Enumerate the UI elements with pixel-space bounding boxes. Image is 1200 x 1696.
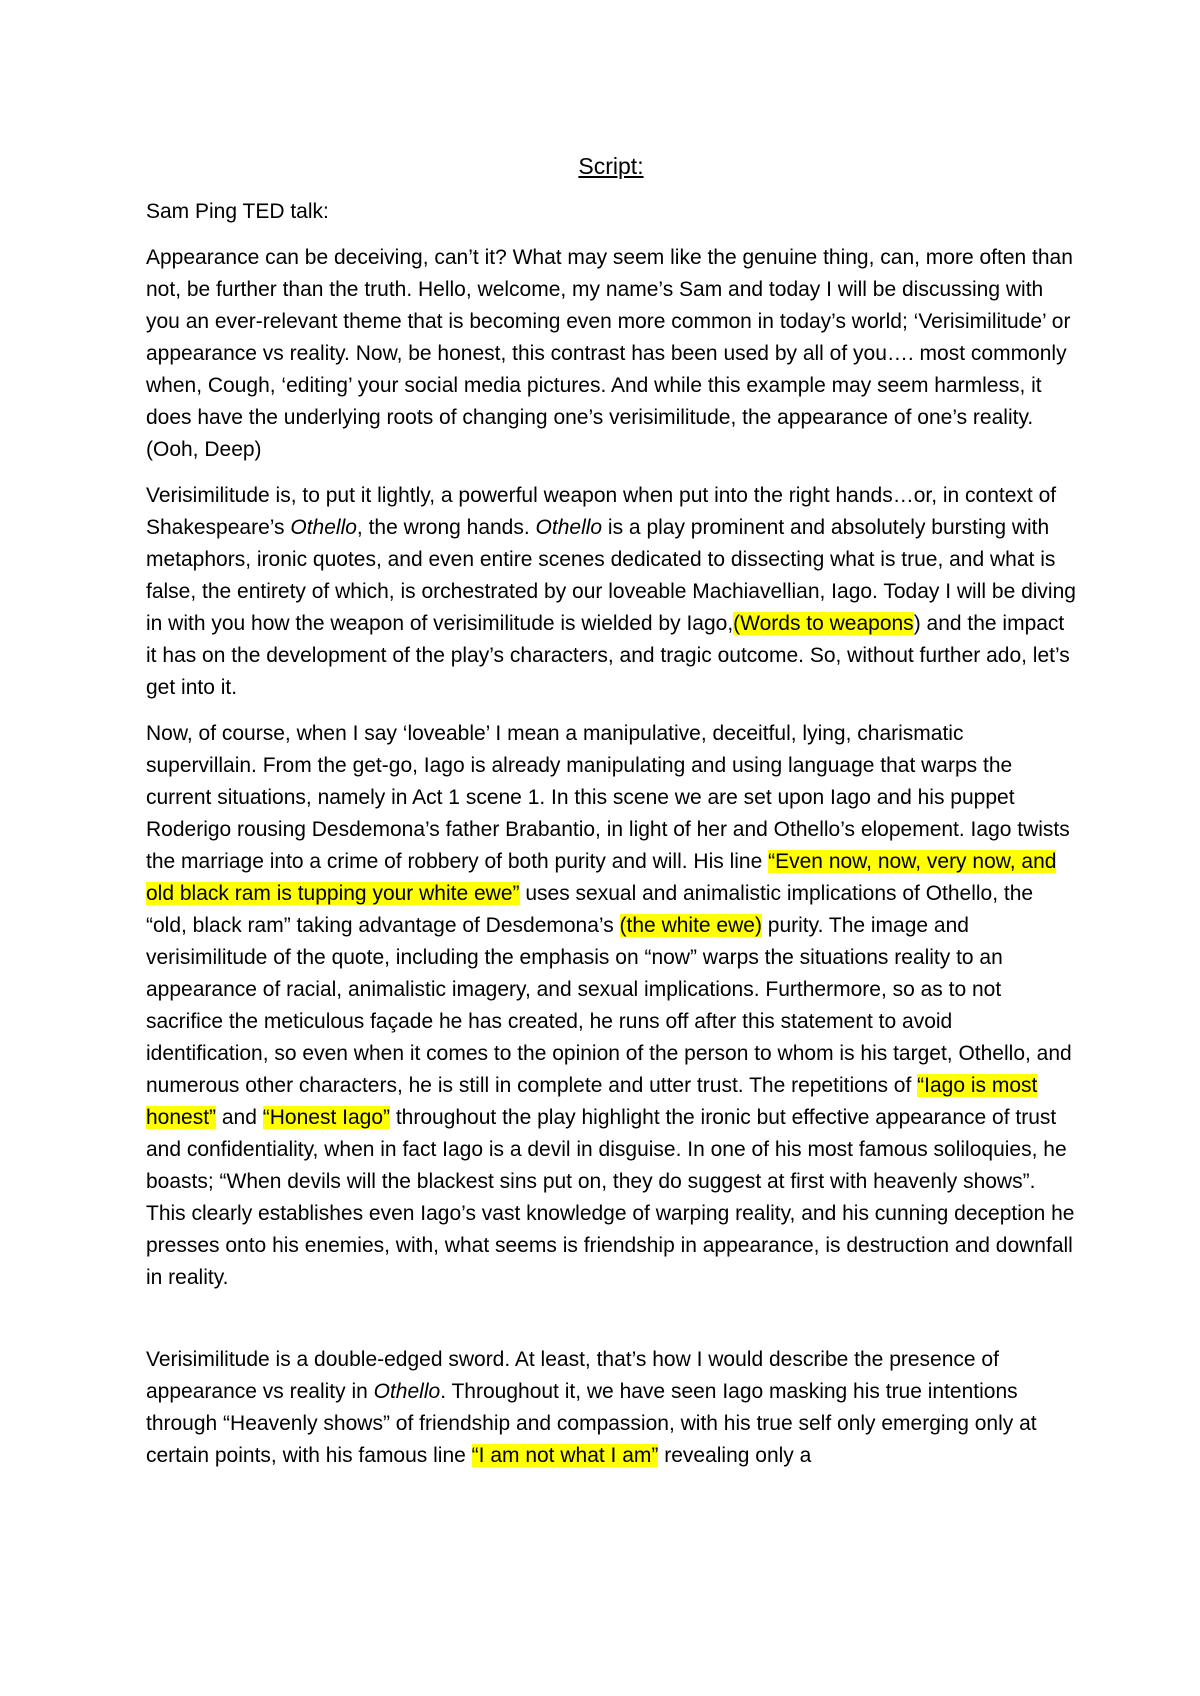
text-run: revealing only a <box>658 1444 812 1467</box>
page-title: Script: <box>578 153 644 179</box>
highlighted-phrase: (the white ewe) <box>619 914 762 937</box>
document-body <box>146 150 1076 1486</box>
italic-play-title: Othello <box>535 516 603 539</box>
text-run: purity. The image and verisimilitude of the quote, including the emphasis on “now” warps the situations reality to an appearance of racial, animalistic imagery, and sexual implications. Furthermore, so as to not sacrifice the meticulous façade he has created, he runs off after this statement to avoid identification, so even when it comes to the opinion of the person to whom is his target, Othello, and numerous other characters, he is still in complete and utter trust. The repetitions of <box>146 914 1072 1097</box>
text-run: throughout the play highlight the ironic but effective appearance of trust and confidentiality, when in fact Iago is a devil in disguise. In one of his most famous soliloquies, he boasts; “When devils will the blackest sins put on, they do suggest at first with heavenly shows”. This clearly establishes even Iago’s vast knowledge of warping reality, and his cunning deception he presses onto his enemies, with, what seems is friendship in appearance, is destruction and downfall in reality. <box>146 1106 1075 1289</box>
highlighted-quote: “Even now, now, very now, and old black ram is tupping your white ewe” <box>146 850 1057 905</box>
paragraph-othello-context <box>146 480 1076 704</box>
highlighted-quote: “I am not what I am” <box>471 1444 659 1467</box>
italic-play-title: Othello <box>373 1380 441 1403</box>
talk-heading: Sam Ping TED talk: <box>146 200 329 223</box>
text-run: , the wrong hands. <box>356 516 536 539</box>
text-run: Verisimilitude is, to put it lightly, a powerful weapon when put into the right hands…or, in context of Shakespeare’s <box>146 484 1057 539</box>
text-run: . Throughout it, we have seen Iago masking his true intentions through “Heavenly shows” of friendship and compassion, with his true self only emerging only at certain points, with his famous line <box>146 1380 1037 1467</box>
text-run: uses sexual and animalistic implications of Othello, the “old, black ram” taking advantage of Desdemona’s <box>146 882 1034 937</box>
text-run: Verisimilitude is a double-edged sword. At least, that’s how I would describe the presence of appearance vs reality in <box>146 1348 999 1403</box>
text-run: and <box>216 1106 263 1129</box>
paragraph-spacer <box>146 1308 1076 1344</box>
paragraph-intro: Appearance can be deceiving, can’t it? What may seem like the genuine thing, can, more often than not, be further than the truth. Hello, welcome, my name’s Sam and today I will be discussing with you an ever-relevant theme that is becoming even more common in today’s world; ‘Verisimilitude’ or appearance vs reality. Now, be honest, this contrast has been used by all of you…. most commonly when, Cough, ‘editing’ your social media pictures. And while this example may seem harmless, it does have the underlying roots of changing one’s verisimilitude, the appearance of one’s reality. (Ooh, Deep) <box>146 246 1073 461</box>
highlighted-phrase: (Words to weapons <box>733 612 914 635</box>
highlighted-quote: “Iago is most honest” <box>146 1074 1038 1129</box>
text-run: Now, of course, when I say ‘loveable’ I mean a manipulative, deceitful, lying, charismatic supervillain. From the get-go, Iago is already manipulating and using language that warps the current situations, namely in Act 1 scene 1. In this scene we are set upon Iago and his puppet Roderigo rousing Desdemona’s father Brabantio, in light of her and Othello’s elopement. Iago twists the marriage into a crime of robbery of both purity and will. His line <box>146 722 1070 873</box>
italic-play-title: Othello <box>290 516 357 539</box>
text-run: ) and the impact it has on the development of the play’s characters, and tragic outcome. So, without further ado, let’s get into it. <box>146 612 1070 699</box>
text-run: is a play prominent and absolutely bursting with metaphors, ironic quotes, and even entire scenes dedicated to dissecting what is true, and what is false, the entirety of which, is orchestrated by our loveable Machiavellian, Iago. Today I will be diving in with you how the weapon of verisimilitude is wielded by Iago, <box>146 516 1076 635</box>
highlighted-quote: “Honest Iago” <box>262 1106 390 1129</box>
paragraph-double-edged-sword <box>146 1344 1076 1472</box>
paragraph-iago-analysis <box>146 718 1076 1294</box>
